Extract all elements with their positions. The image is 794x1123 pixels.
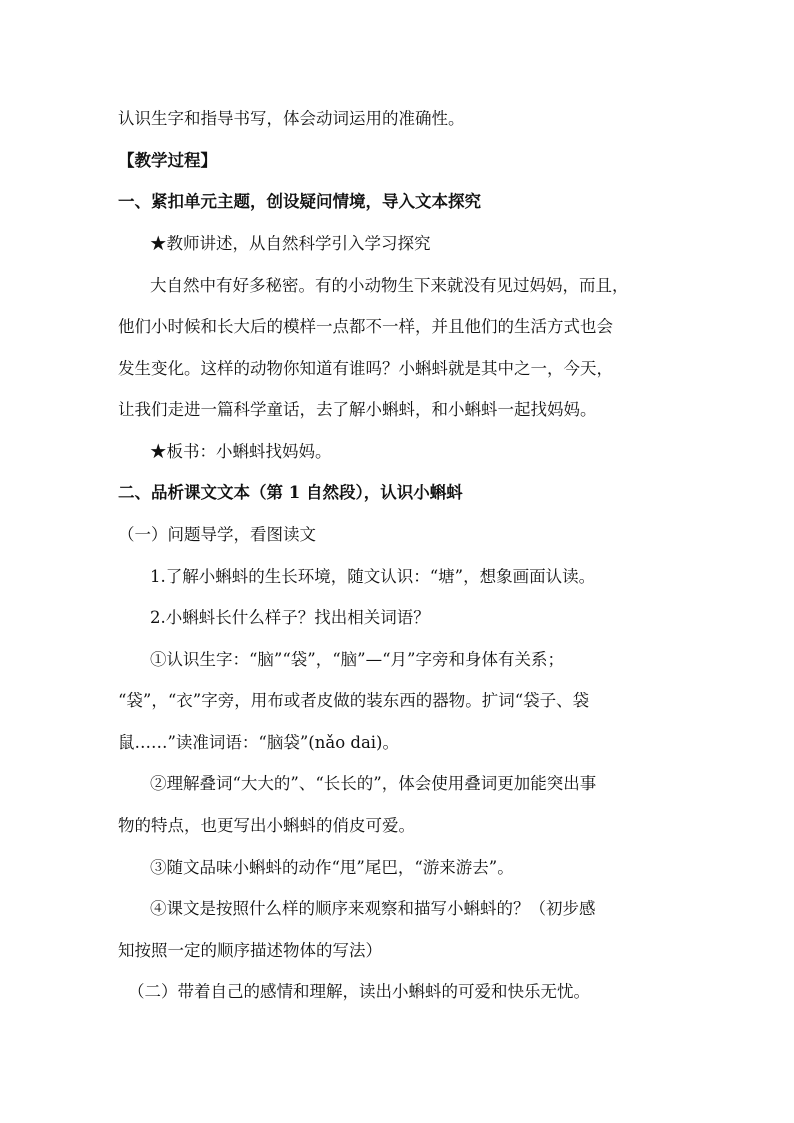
section-1-star-note: ★教师讲述，从自然科学引入学习探究: [150, 234, 431, 253]
circle-item-2-line-2: 物的特点，也更写出小蝌蚪的俏皮可爱。: [118, 816, 415, 835]
paragraph-objective: 认识生字和指导书写，体会动词运用的准确性。: [118, 109, 465, 128]
section-2-title: 二、品析课文文本（第 1 自然段），认识小蝌蚪: [118, 483, 463, 502]
circle-item-4-line-1: ④课文是按照什么样的顺序来观察和描写小蝌蚪的？（初步感: [150, 899, 596, 918]
heading-teaching-process: 【教学过程】: [118, 151, 217, 170]
section-1-board-note: ★板书：小蝌蚪找妈妈。: [150, 442, 332, 461]
section-1-paragraph-line-2: 他们小时候和长大后的模样一点都不一样，并且他们的生活方式也会: [118, 317, 613, 336]
circle-item-1-line-2: “袋”，“衣”字旁，用布或者皮做的装东西的器物。扩词“袋子、袋: [118, 691, 590, 710]
circle-item-1-line-1: ①认识生字：“脑”“袋”，“脑”—“月”字旁和身体有关系；: [150, 650, 564, 669]
section-1-paragraph-line-1: 大自然中有好多秘密。有的小动物生下来就没有见过妈妈，而且，: [150, 276, 629, 295]
circle-item-4-line-2: 知按照一定的顺序描述物体的写法）: [118, 941, 382, 960]
item-1: 1.了解小蝌蚪的生长环境，随文认识：“塘”，想象画面认读。: [150, 567, 596, 586]
item-2: 2.小蝌蚪长什么样子？找出相关词语？: [150, 608, 430, 627]
section-1-paragraph-line-4: 让我们走进一篇科学童话，去了解小蝌蚪，和小蝌蚪一起找妈妈。: [118, 400, 597, 419]
circle-item-2-line-1: ②理解叠词“大大的”、“长长的”，体会使用叠词更加能突出事: [150, 774, 597, 793]
section-1-title: 一、紧扣单元主题，创设疑问情境，导入文本探究: [118, 192, 481, 211]
circle-item-1-line-3: 鼠……”读准词语：“脑袋”(nǎo dai)。: [118, 733, 399, 752]
section-1-paragraph-line-3: 发生变化。这样的动物你知道有谁吗？小蝌蚪就是其中之一，今天，: [118, 359, 613, 378]
subsection-1-title: （一）问题导学，看图读文: [118, 525, 316, 544]
subsection-2-title: （二）带着自己的感情和理解，读出小蝌蚪的可爱和快乐无忧。: [128, 982, 590, 1001]
circle-item-3: ③随文品味小蝌蚪的动作“甩”尾巴，“游来游去”。: [150, 858, 514, 877]
